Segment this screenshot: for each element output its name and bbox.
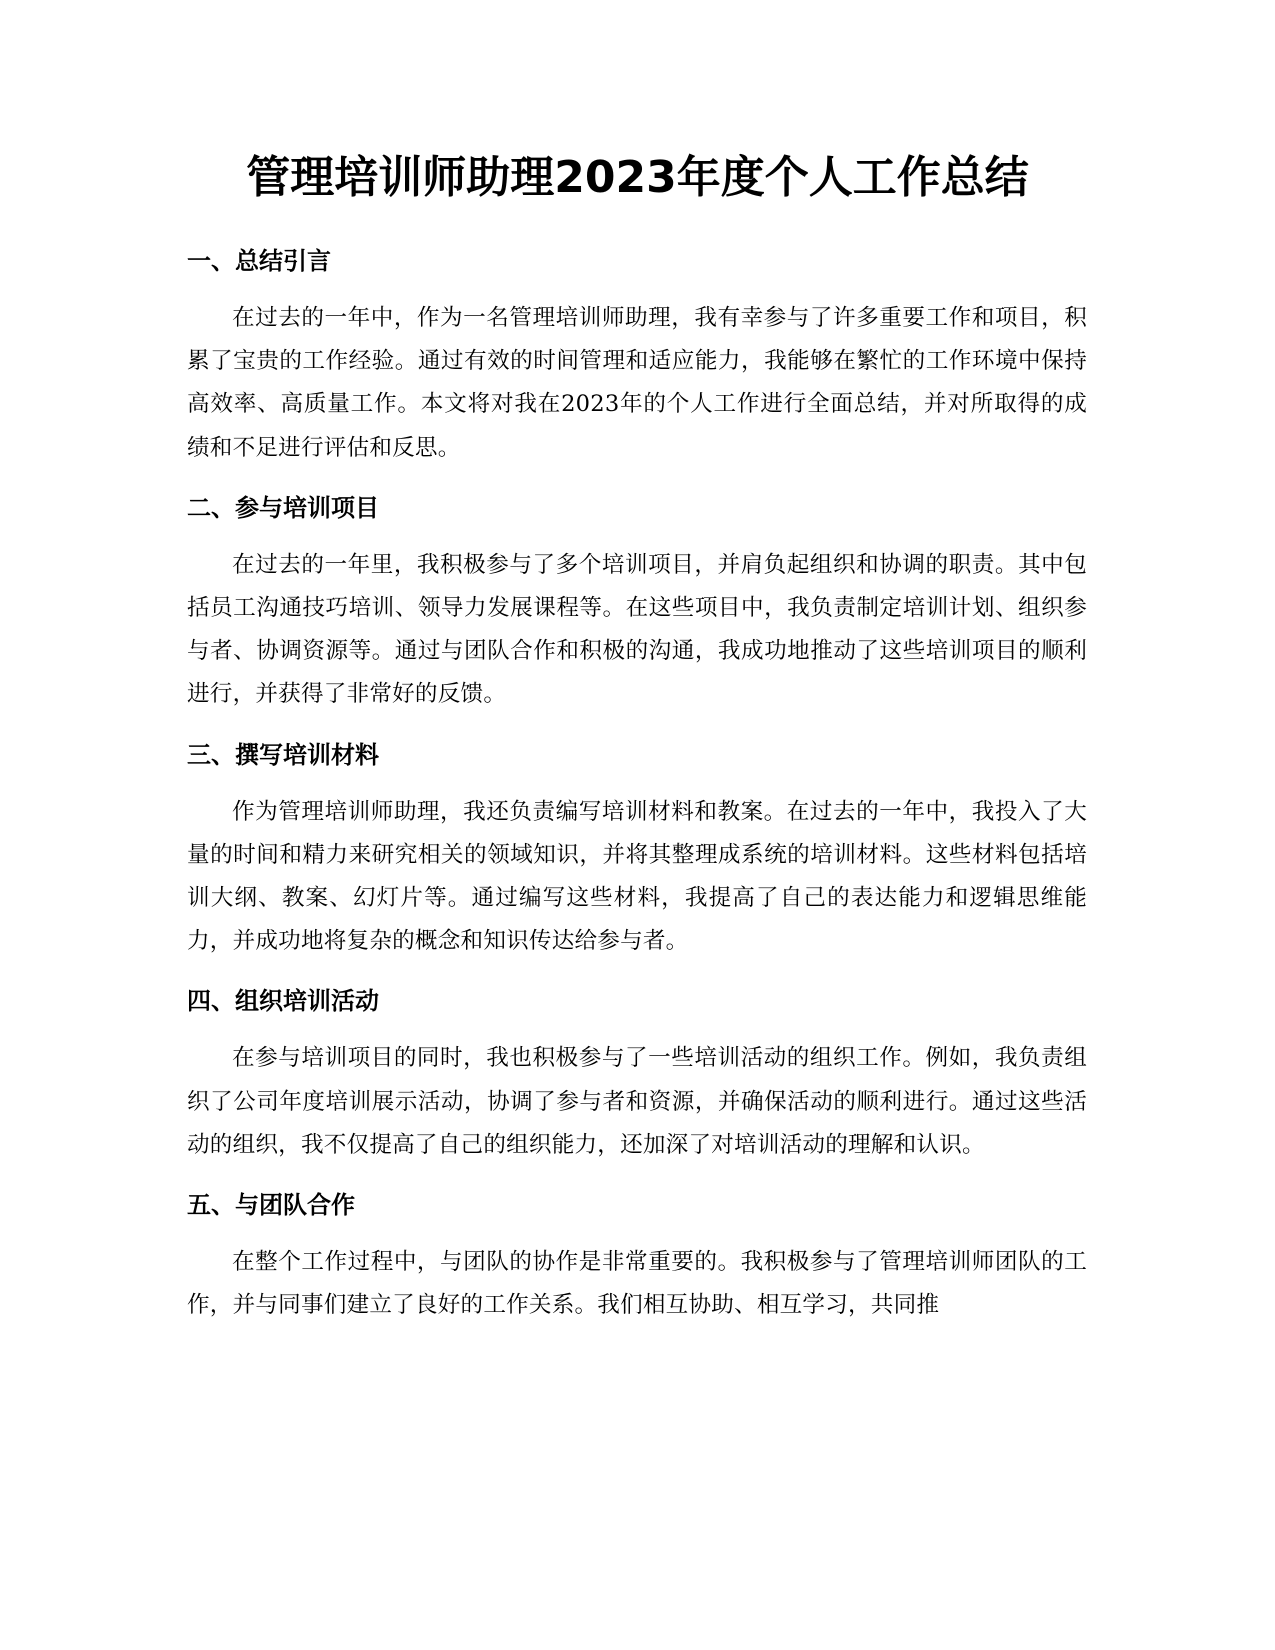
section-heading: 四、组织培训活动: [187, 987, 379, 1016]
document-title: 管理培训师助理2023年度个人工作总结: [246, 152, 1029, 203]
section-training-activities: [187, 985, 1087, 1167]
section-heading: 一、总结引言: [187, 247, 331, 275]
document-body: [187, 245, 1087, 1349]
section-heading: 二、参与培训项目: [187, 493, 379, 522]
section-training-projects: [187, 492, 1087, 717]
section-paragraph: 在过去的一年里，我积极参与了多个培训项目，并肩负起组织和协调的职责。其中包括员工沟通技巧培训、领导力发展课程等。在这些项目中，我负责制定培训计划、组织参与者、协调资源等。通过与团队合作和积极的沟通，我成功地推动了这些培训项目的顺利进行，并获得了非常好的反馈。: [187, 551, 1087, 708]
section-paragraph: 在过去的一年中，作为一名管理培训师助理，我有幸参与了许多重要工作和项目，积累了宝贵的工作经验。通过有效的时间管理和适应能力，我能够在繁忙的工作环境中保持高效率、高质量工作。本文将对我在2023年的个人工作进行全面总结，并对所取得的成绩和不足进行评估和反思。: [187, 305, 1087, 461]
section-heading: 三、撰写培训材料: [187, 740, 379, 769]
section-paragraph: 作为管理培训师助理，我还负责编写培训材料和教案。在过去的一年中，我投入了大量的时间和精力来研究相关的领域知识，并将其整理成系统的培训材料。这些材料包括培训大纲、教案、幻灯片等。通过编写这些材料，我提高了自己的表达能力和逻辑思维能力，并成功地将复杂的概念和知识传达给参与者。: [187, 798, 1087, 955]
section-paragraph: 在整个工作过程中，与团队的协作是非常重要的。我积极参与了管理培训师团队的工作，并与同事们建立了良好的工作关系。我们相互协助、相互学习，共同推: [187, 1249, 1087, 1319]
section-heading: 五、与团队合作: [187, 1191, 355, 1220]
section-introduction: [187, 245, 1087, 470]
section-teamwork: [187, 1189, 1087, 1327]
section-paragraph: 在参与培训项目的同时，我也积极参与了一些培训活动的组织工作。例如，我负责组织了公司年度培训展示活动，协调了参与者和资源，并确保活动的顺利进行。通过这些活动的组织，我不仅提高了自己的组织能力，还加深了对培训活动的理解和认识。: [187, 1045, 1087, 1158]
section-training-materials: [187, 739, 1087, 964]
